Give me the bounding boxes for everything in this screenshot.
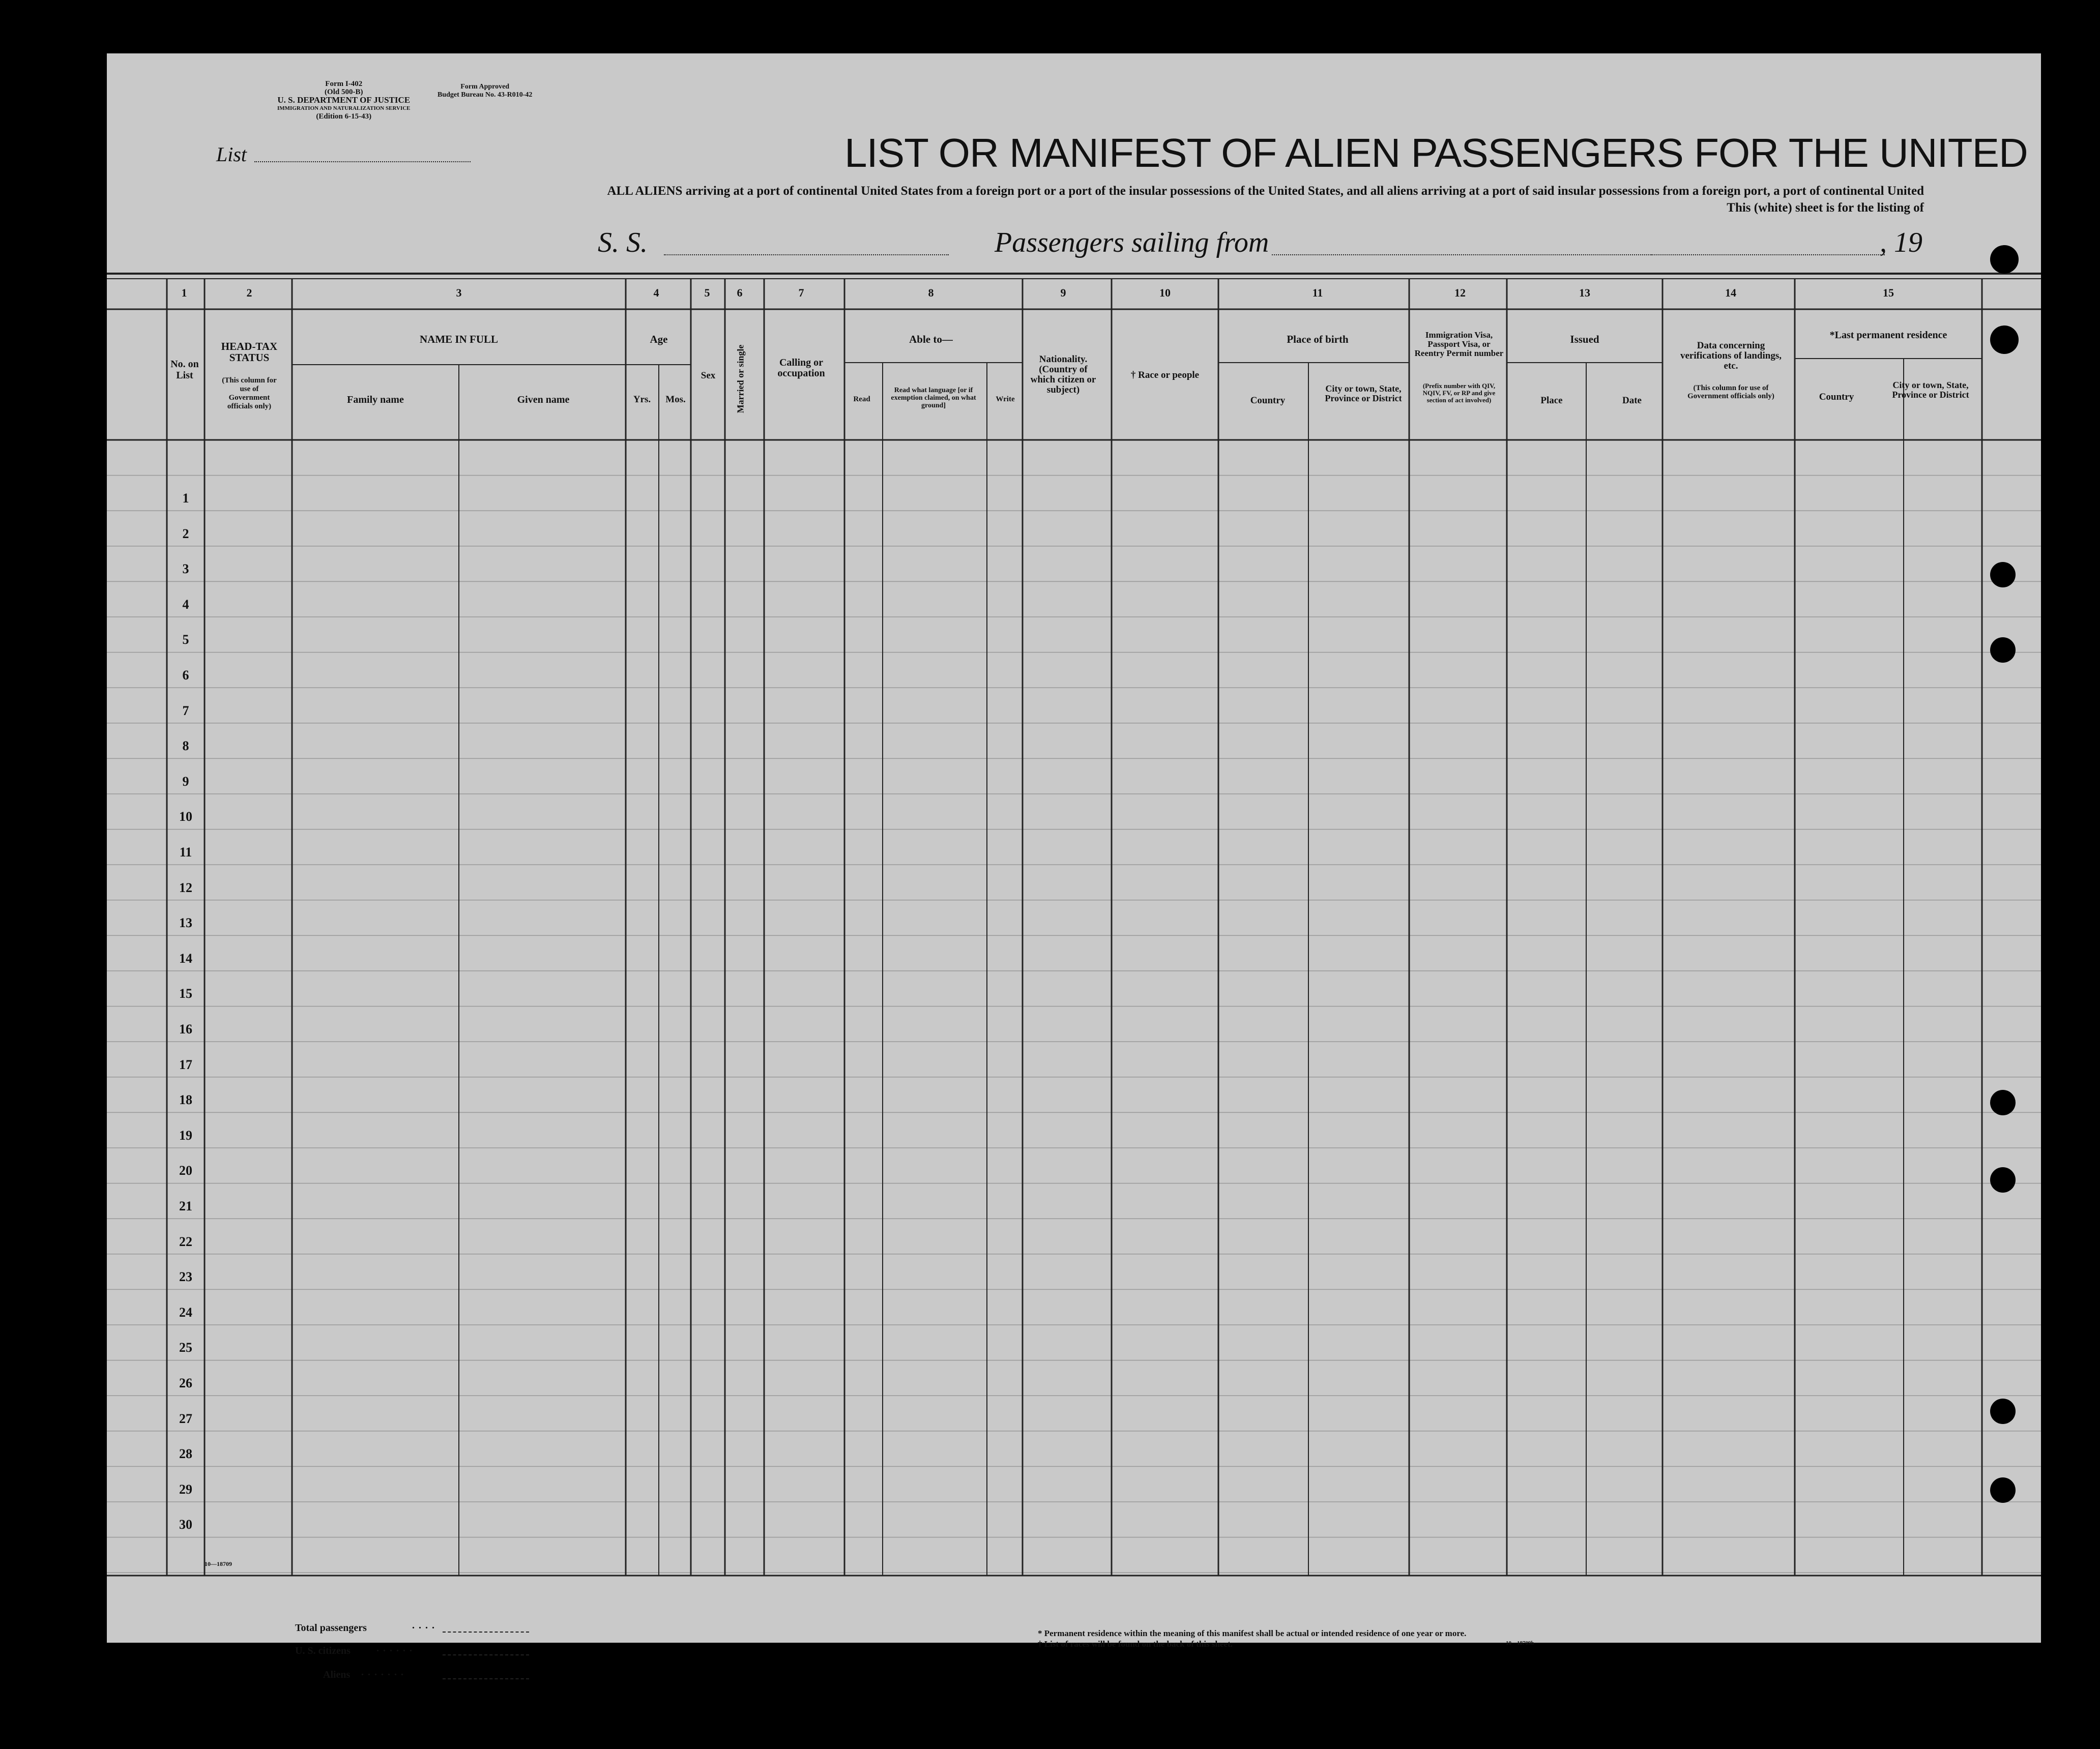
header-mos: Mos. bbox=[665, 394, 686, 405]
header-sex: Sex bbox=[701, 370, 716, 381]
col-number-3: 3 bbox=[456, 286, 462, 299]
header-calling: Calling or occupation bbox=[777, 357, 825, 379]
us-citizens-label: U. S. citizens bbox=[295, 1645, 351, 1656]
row-number: 17 bbox=[179, 1057, 192, 1072]
row-number: 30 bbox=[179, 1517, 192, 1532]
header-head-tax-note: (This column for use of Government officials only) bbox=[222, 376, 277, 410]
total-passengers-field[interactable] bbox=[443, 1632, 529, 1633]
header-no-on-list: No. on List bbox=[170, 359, 199, 381]
col-number-13: 13 bbox=[1579, 286, 1590, 299]
manifest-sheet bbox=[107, 53, 2041, 1680]
col-number-14: 14 bbox=[1725, 286, 1736, 299]
col-number-9: 9 bbox=[1060, 286, 1066, 299]
header-birth-city: City or town, State, Province or District bbox=[1325, 383, 1402, 403]
col-number-7: 7 bbox=[798, 286, 804, 299]
form-approved: Form Approved bbox=[460, 83, 510, 91]
header-issued-date: Date bbox=[1622, 395, 1642, 406]
row-number: 13 bbox=[179, 915, 192, 931]
subtitle-line-2: This (white) sheet is for the listing of bbox=[1727, 201, 1924, 215]
sailing-label: Passengers sailing from bbox=[995, 227, 1269, 258]
service-name: IMMIGRATION AND NATURALIZATION SERVICE bbox=[277, 105, 411, 111]
col-number-8: 8 bbox=[928, 286, 934, 299]
row-number: 18 bbox=[179, 1092, 192, 1108]
footnote-races: † List of races will be found on the back of this sheet. bbox=[1038, 1639, 1233, 1649]
punch-hole-icon bbox=[1990, 562, 2016, 587]
total-passengers-leader: .... bbox=[412, 1620, 439, 1631]
footnote-residence: * Permanent residence within the meaning of this manifest shall be actual or intended residence of one year or more. bbox=[1038, 1628, 1467, 1638]
header-name-in-full: NAME IN FULL bbox=[419, 333, 499, 345]
header-place-of-birth: Place of birth bbox=[1287, 333, 1349, 345]
header-married-single: Married or single bbox=[735, 344, 746, 413]
punch-hole-icon bbox=[1990, 637, 2016, 663]
aliens-leader: ....... bbox=[361, 1667, 407, 1678]
row-number: 9 bbox=[182, 774, 189, 789]
row-number: 19 bbox=[179, 1128, 192, 1143]
row-number: 27 bbox=[179, 1411, 192, 1426]
header-race: † Race or people bbox=[1130, 370, 1200, 380]
us-citizens-leader: ...... bbox=[376, 1643, 416, 1654]
row-number: 23 bbox=[179, 1269, 192, 1285]
footnote-print-code: 10—18709b bbox=[1506, 1640, 1534, 1646]
header-nationality: Nationality. (Country of which citizen or subject) bbox=[1030, 354, 1096, 395]
row-number: 10 bbox=[179, 809, 192, 824]
col-number-4: 4 bbox=[653, 286, 659, 299]
table-grid bbox=[107, 53, 2041, 1643]
row-number: 7 bbox=[182, 703, 189, 718]
row-number: 24 bbox=[179, 1305, 192, 1320]
punch-hole-icon bbox=[1990, 1477, 2016, 1503]
header-visa: Immigration Visa, Passport Visa, or Reentry Permit number bbox=[1414, 330, 1504, 358]
header-visa-note: (Prefix number with QIV, NQIV, FV, or RP and give section of act involved) bbox=[1422, 382, 1496, 404]
form-title: LIST OR MANIFEST OF ALIEN PASSENGERS FOR THE UNITED bbox=[844, 130, 2028, 175]
header-issued: Issued bbox=[1570, 333, 1599, 345]
row-number: 3 bbox=[182, 561, 189, 577]
row-number: 28 bbox=[179, 1446, 192, 1462]
old-form-number: (Old 500-B) bbox=[325, 88, 363, 96]
row-number: 22 bbox=[179, 1234, 192, 1249]
header-given-name: Given name bbox=[517, 394, 570, 405]
header-residence-country: Country bbox=[1819, 392, 1854, 402]
header-able-to: Able to— bbox=[909, 333, 953, 345]
header-last-residence: *Last permanent residence bbox=[1829, 330, 1947, 341]
row-number: 29 bbox=[179, 1481, 192, 1497]
col-number-11: 11 bbox=[1312, 286, 1323, 299]
ss-label: S. S. bbox=[598, 227, 648, 258]
aliens-label: Aliens bbox=[323, 1669, 351, 1680]
punch-hole-icon bbox=[1990, 1090, 2016, 1115]
col-number-1: 1 bbox=[181, 286, 187, 299]
row-number: 11 bbox=[179, 845, 192, 859]
header-yrs: Yrs. bbox=[633, 394, 651, 405]
row-number: 21 bbox=[179, 1199, 192, 1213]
header-data-concerning: Data concerning verifications of landings, etc. bbox=[1680, 340, 1782, 371]
year-label: , 19 bbox=[1880, 227, 1922, 258]
row-number: 25 bbox=[179, 1340, 192, 1355]
punch-hole-icon bbox=[1990, 1167, 2016, 1193]
total-passengers-label: Total passengers bbox=[295, 1622, 367, 1634]
punch-hole-icon bbox=[1990, 245, 2019, 274]
header-read: Read bbox=[853, 395, 870, 403]
subtitle-line-1: ALL ALIENS arriving at a port of continental United States from a foreign port or a port of the insular possessions of the United States, and all aliens arriving at a port of said insular possessions from a foreign port, a port of continental United bbox=[607, 184, 1924, 198]
list-label: List bbox=[216, 143, 247, 166]
row-number: 14 bbox=[179, 951, 192, 966]
us-citizens-field[interactable] bbox=[443, 1654, 529, 1655]
header-birth-country: Country bbox=[1250, 395, 1286, 406]
department-name: U. S. DEPARTMENT OF JUSTICE bbox=[277, 95, 411, 105]
row-number: 26 bbox=[179, 1376, 192, 1390]
row-number: 2 bbox=[182, 526, 189, 541]
row-number: 15 bbox=[179, 986, 192, 1001]
print-code: 10—18709 bbox=[205, 1560, 232, 1567]
header-data-note: (This column for use of Government officials only) bbox=[1687, 384, 1774, 400]
row-number: 12 bbox=[179, 880, 192, 895]
col-number-12: 12 bbox=[1454, 286, 1466, 299]
header-residence-city: City or town, State, Province or District bbox=[1892, 380, 1969, 400]
row-number: 6 bbox=[182, 668, 189, 683]
edition: (Edition 6-15-43) bbox=[316, 112, 372, 121]
col-number-15: 15 bbox=[1883, 286, 1894, 299]
col-number-10: 10 bbox=[1159, 286, 1171, 299]
row-number: 8 bbox=[182, 738, 189, 754]
row-number: 5 bbox=[182, 632, 189, 647]
header-head-tax: HEAD-TAX STATUS bbox=[221, 340, 278, 364]
punch-hole-icon bbox=[1990, 325, 2019, 354]
punch-hole-icon bbox=[1990, 1399, 2016, 1424]
header-issued-place: Place bbox=[1540, 395, 1563, 406]
header-read-language: Read what language [or if exemption claimed, on what ground] bbox=[891, 387, 976, 409]
budget-number: Budget Bureau No. 43-R010-42 bbox=[438, 91, 533, 99]
row-number: 4 bbox=[182, 597, 189, 612]
header-write: Write bbox=[996, 395, 1015, 403]
row-number: 1 bbox=[182, 491, 189, 506]
header-age: Age bbox=[650, 333, 668, 345]
row-number: 20 bbox=[179, 1163, 192, 1178]
col-number-2: 2 bbox=[246, 286, 252, 299]
aliens-field[interactable] bbox=[443, 1678, 529, 1679]
row-number: 16 bbox=[179, 1022, 192, 1036]
header-family-name: Family name bbox=[347, 394, 404, 405]
col-number-5: 5 bbox=[704, 286, 710, 299]
col-number-6: 6 bbox=[737, 286, 743, 299]
form-number: Form I-402 bbox=[325, 80, 363, 88]
